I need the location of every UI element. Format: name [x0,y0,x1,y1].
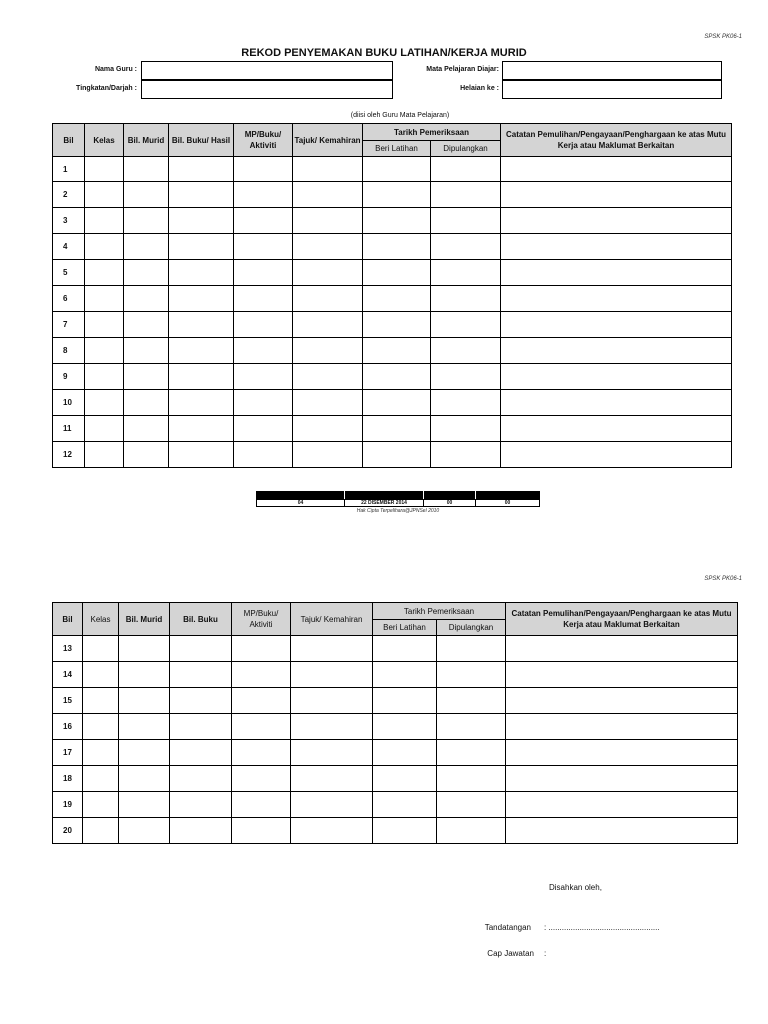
cell[interactable] [293,390,363,416]
row-number: 13 [53,636,83,662]
cell[interactable] [85,364,124,390]
cell[interactable] [363,338,431,364]
cell[interactable] [119,662,170,688]
table-row [53,208,732,234]
cell[interactable] [501,364,732,390]
header-tarikh: Tarikh Pemeriksaan [363,124,501,141]
cell[interactable] [437,636,506,662]
header-bil: Bil [53,124,85,157]
cell[interactable] [85,338,124,364]
cell[interactable] [124,442,169,468]
table-row [53,364,732,390]
cell[interactable] [501,312,732,338]
cell[interactable] [169,416,234,442]
cell[interactable] [291,766,373,792]
table-row [53,182,732,208]
cell[interactable] [234,364,293,390]
cell[interactable] [170,792,232,818]
cell[interactable] [170,636,232,662]
footer-black-block [345,491,423,499]
header-bil: Bil [53,603,83,636]
row-number: 17 [53,740,83,766]
header-dipulangkan: Dipulangkan [431,141,501,157]
cell[interactable] [431,234,501,260]
page-title: REKOD PENYEMAKAN BUKU LATIHAN/KERJA MURID [241,47,527,59]
cell[interactable] [169,364,234,390]
cell[interactable] [124,260,169,286]
cell[interactable] [363,234,431,260]
cell[interactable] [437,818,506,844]
cell[interactable] [119,766,170,792]
cell[interactable] [506,662,738,688]
cell[interactable] [501,260,732,286]
cell[interactable] [501,234,732,260]
header-beri-latihan: Beri Latihan [363,141,431,157]
table-row [53,338,732,364]
cell[interactable] [85,312,124,338]
cell[interactable] [85,286,124,312]
tingkatan-field[interactable] [141,80,393,99]
cell[interactable] [169,442,234,468]
copyright-text: Hak Cipta Terpelihara@JPNSel 2010 [356,508,440,514]
cell[interactable] [431,364,501,390]
table-row [53,312,732,338]
cell[interactable] [501,338,732,364]
footer-black-block [476,491,540,499]
cell[interactable] [431,208,501,234]
cell[interactable] [293,234,363,260]
cell[interactable] [437,714,506,740]
cell[interactable] [501,442,732,468]
cell[interactable] [291,714,373,740]
cell[interactable] [291,740,373,766]
cell[interactable] [293,208,363,234]
cell[interactable] [119,792,170,818]
header-dipulangkan: Dipulangkan [437,620,506,636]
footer-cell: 00 [475,499,540,507]
table-row [53,740,738,766]
cell[interactable] [291,792,373,818]
table-row [53,157,732,182]
cell[interactable] [363,182,431,208]
cell[interactable] [169,157,234,182]
table-row [53,260,732,286]
cell[interactable] [170,662,232,688]
mata-pelajaran-label: Mata Pelajaran Diajar: [426,66,499,73]
cell[interactable] [506,688,738,714]
cell[interactable] [363,208,431,234]
cell[interactable] [431,416,501,442]
table-row [53,714,738,740]
cell[interactable] [293,286,363,312]
cell[interactable] [431,157,501,182]
row-number: 1 [53,157,85,182]
row-number: 4 [53,234,85,260]
cell[interactable] [234,442,293,468]
cell[interactable] [501,208,732,234]
cell[interactable] [124,182,169,208]
cell[interactable] [506,818,738,844]
cell[interactable] [119,740,170,766]
cell[interactable] [124,157,169,182]
cell[interactable] [83,688,119,714]
cell[interactable] [85,182,124,208]
cell[interactable] [293,364,363,390]
table-row [53,688,738,714]
cell[interactable] [431,286,501,312]
row-number: 14 [53,662,83,688]
cell[interactable] [506,740,738,766]
row-number: 5 [53,260,85,286]
cell[interactable] [85,416,124,442]
cell[interactable] [85,260,124,286]
cell[interactable] [506,766,738,792]
row-number: 16 [53,714,83,740]
cell[interactable] [373,662,437,688]
cell[interactable] [169,234,234,260]
cell[interactable] [293,442,363,468]
table-row [53,818,738,844]
fill-note: (diisi oleh Guru Mata Pelajaran) [350,112,450,119]
header-catatan: Catatan Pemulihan/Pengayaan/Penghargaan ke atas Mutu Kerja atau Maklumat Berkaitan [501,124,732,157]
cell[interactable] [83,766,119,792]
cap-jawatan-label: Cap Jawatan [487,949,534,958]
cell[interactable] [232,740,291,766]
cell[interactable] [363,157,431,182]
cell[interactable] [119,818,170,844]
footer-cell: 04 [256,499,345,507]
cell[interactable] [83,740,119,766]
cell[interactable] [506,636,738,662]
cell[interactable] [232,792,291,818]
cell[interactable] [506,792,738,818]
tandatangan-label: Tandatangan [484,923,531,932]
table-row [53,234,732,260]
cell[interactable] [169,208,234,234]
cell[interactable] [170,766,232,792]
cell[interactable] [363,442,431,468]
header-mp-buku: MP/Buku/ Aktiviti [234,124,293,157]
cell[interactable] [437,688,506,714]
table-row [53,286,732,312]
cell[interactable] [293,260,363,286]
document-control-footer [256,491,540,508]
mata-pelajaran-field[interactable] [502,61,722,80]
record-table-1 [52,123,732,468]
cell[interactable] [363,390,431,416]
cell[interactable] [234,182,293,208]
row-number: 18 [53,766,83,792]
cell[interactable] [291,662,373,688]
cell[interactable] [293,338,363,364]
footer-cell: 22 DISEMBER 2014 [344,499,424,507]
table-row [53,636,738,662]
header-bil-murid: Bil. Murid [124,124,169,157]
header-beri-latihan: Beri Latihan [373,620,437,636]
footer-black-block [256,491,344,499]
cell[interactable] [437,740,506,766]
cell[interactable] [124,286,169,312]
row-number: 20 [53,818,83,844]
cell[interactable] [234,390,293,416]
cell[interactable] [169,312,234,338]
cell[interactable] [119,714,170,740]
header-tajuk: Tajuk/ Kemahiran [293,124,363,157]
cell[interactable] [232,688,291,714]
cell[interactable] [232,636,291,662]
cell[interactable] [293,182,363,208]
row-number: 6 [53,286,85,312]
helaian-label: Helaian ke : [460,85,499,92]
cell[interactable] [170,818,232,844]
cell[interactable] [83,714,119,740]
row-number: 10 [53,390,85,416]
tingkatan-label: Tingkatan/Darjah : [76,85,137,92]
cell[interactable] [170,688,232,714]
row-number: 12 [53,442,85,468]
record-table-2 [52,602,738,844]
table-row [53,416,732,442]
cell[interactable] [124,338,169,364]
cell[interactable] [124,312,169,338]
cell[interactable] [363,312,431,338]
cell[interactable] [373,688,437,714]
cell[interactable] [83,792,119,818]
cell[interactable] [232,766,291,792]
row-number: 8 [53,338,85,364]
cell[interactable] [169,390,234,416]
cell[interactable] [373,792,437,818]
cap-jawatan-value[interactable]: : [544,949,547,958]
cell[interactable] [85,157,124,182]
cell[interactable] [234,416,293,442]
header-kelas: Kelas [83,603,119,636]
cell[interactable] [506,714,738,740]
cell[interactable] [501,416,732,442]
cell[interactable] [83,818,119,844]
cell[interactable] [232,714,291,740]
cell[interactable] [373,636,437,662]
cell[interactable] [431,390,501,416]
tandatangan-line[interactable]: : .................................................. [544,923,660,932]
cell[interactable] [85,442,124,468]
header-mp-buku: MP/Buku/ Aktiviti [232,603,291,636]
cell[interactable] [373,818,437,844]
cell[interactable] [119,688,170,714]
cell[interactable] [124,364,169,390]
cell[interactable] [124,234,169,260]
cell[interactable] [431,312,501,338]
table-row [53,662,738,688]
cell[interactable] [501,157,732,182]
cell[interactable] [234,286,293,312]
cell[interactable] [501,286,732,312]
cell[interactable] [83,662,119,688]
cell[interactable] [234,338,293,364]
cell[interactable] [232,818,291,844]
table-row [53,766,738,792]
cell[interactable] [124,390,169,416]
cell[interactable] [234,312,293,338]
row-number: 19 [53,792,83,818]
cell[interactable] [437,792,506,818]
header-catatan: Catatan Pemulihan/Pengayaan/Penghargaan ke atas Mutu Kerja atau Maklumat Berkaitan [506,603,738,636]
cell[interactable] [437,662,506,688]
row-number: 9 [53,364,85,390]
cell[interactable] [291,818,373,844]
table-row [53,792,738,818]
cell[interactable] [169,286,234,312]
cell[interactable] [293,416,363,442]
form-code: SPSK PK06-1 [704,34,742,40]
cell[interactable] [501,182,732,208]
cell[interactable] [124,208,169,234]
nama-guru-field[interactable] [141,61,393,80]
cell[interactable] [431,338,501,364]
cell[interactable] [234,157,293,182]
cell[interactable] [124,416,169,442]
cell[interactable] [85,234,124,260]
cell[interactable] [119,636,170,662]
cell[interactable] [85,208,124,234]
header-tajuk: Tajuk/ Kemahiran [291,603,373,636]
cell[interactable] [291,688,373,714]
cell[interactable] [169,338,234,364]
cell[interactable] [170,714,232,740]
header-bil-buku: Bil. Buku/ Hasil [169,124,234,157]
cell[interactable] [293,312,363,338]
cell[interactable] [373,714,437,740]
row-number: 15 [53,688,83,714]
cell[interactable] [501,390,732,416]
cell[interactable] [291,636,373,662]
table-row [53,442,732,468]
cell[interactable] [85,390,124,416]
row-number: 2 [53,182,85,208]
table-row [53,390,732,416]
nama-guru-label: Nama Guru : [94,66,137,73]
helaian-field[interactable] [502,80,722,99]
cell[interactable] [234,234,293,260]
cell[interactable] [234,208,293,234]
cell[interactable] [373,766,437,792]
footer-cell: 00 [423,499,476,507]
cell[interactable] [431,260,501,286]
cell[interactable] [83,636,119,662]
cell[interactable] [431,182,501,208]
header-tarikh: Tarikh Pemeriksaan [373,603,506,620]
row-number: 3 [53,208,85,234]
cell[interactable] [169,260,234,286]
cell[interactable] [363,260,431,286]
footer-black-block [424,491,475,499]
header-bil-buku: Bil. Buku [170,603,232,636]
cell[interactable] [373,740,437,766]
disahkan-label: Disahkan oleh, [549,883,602,892]
cell[interactable] [363,364,431,390]
cell[interactable] [437,766,506,792]
header-kelas: Kelas [85,124,124,157]
header-bil-murid: Bil. Murid [119,603,170,636]
cell[interactable] [169,182,234,208]
form-code-2: SPSK PK06-1 [704,576,742,582]
row-number: 11 [53,416,85,442]
cell[interactable] [234,260,293,286]
row-number: 7 [53,312,85,338]
cell[interactable] [232,662,291,688]
cell[interactable] [293,157,363,182]
cell[interactable] [431,442,501,468]
cell[interactable] [170,740,232,766]
cell[interactable] [363,416,431,442]
cell[interactable] [363,286,431,312]
